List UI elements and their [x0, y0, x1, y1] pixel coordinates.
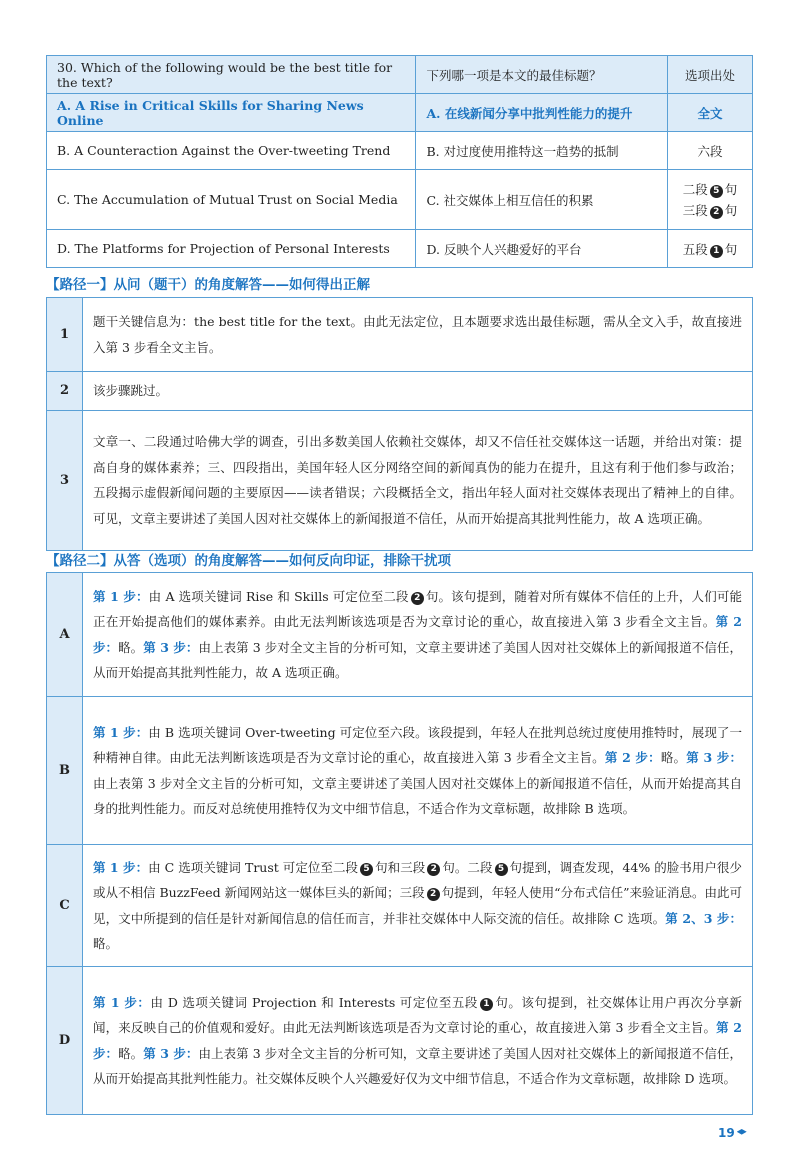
route1-table	[46, 297, 753, 551]
step-label: 第 1 步：	[93, 724, 149, 740]
route2-heading: 【路径二】从答（选项）的角度解答——如何反向印证，排除干扰项	[46, 553, 451, 569]
route2-row-b	[47, 697, 753, 845]
route1-row	[47, 372, 753, 411]
option-row-b	[47, 132, 753, 170]
analysis-segment: 由 A 选项关键词 Rise 和 Skills 可定位至二段	[148, 588, 409, 604]
route2-row-a	[47, 573, 753, 697]
step-text: 题干关键信息为：the best title for the text。由此无法定位，且本题要求选出最佳标题，需从全文入手，故直接进入第 3 步看全文主旨。	[83, 298, 753, 372]
route1-row	[47, 298, 753, 372]
step-text: 该步骤跳过。	[83, 372, 753, 411]
option-d-en: D. The Platforms for Projection of Personal Interests	[47, 230, 416, 268]
step-label: 第 2 步：	[93, 1020, 742, 1061]
option-c-source	[668, 170, 753, 230]
step-number: 3	[47, 410, 83, 550]
option-c-source-1: 二段	[682, 181, 708, 197]
option-a-en: A. A Rise in Critical Skills for Sharing News Online	[47, 94, 416, 132]
option-c-source-2: 三段	[682, 202, 708, 218]
option-row-c	[47, 170, 753, 230]
route2-row-d	[47, 967, 753, 1115]
sentence-mark: 2	[411, 592, 424, 605]
question-header-row	[47, 56, 753, 94]
question-table	[46, 55, 753, 268]
question-en: 30. Which of the following would be the best title for the text?	[47, 56, 416, 94]
step-label: 第 1 步：	[93, 859, 149, 875]
analysis-segment: 由 C 选项关键词 Trust 可定位至二段	[148, 859, 359, 875]
step-label: 第 2 步：	[93, 614, 742, 655]
page-number-text: 19	[718, 1126, 735, 1140]
analysis-segment: 句提到，调查发现，44% 的脸书用户很少或从不相信 BuzzFeed 新闻网站这一媒体巨头的新闻；三段	[93, 859, 742, 900]
option-letter: B	[47, 697, 83, 845]
page-number	[718, 1126, 747, 1140]
sentence-mark: 1	[710, 245, 723, 258]
step-label: 第 3 步：	[686, 750, 742, 765]
sentence-mark: 2	[427, 888, 440, 901]
step-label: 第 2、3 步：	[665, 910, 743, 926]
route1-row	[47, 410, 753, 550]
option-row-d	[47, 230, 753, 268]
sentence-suffix: 句	[724, 241, 738, 257]
analysis-text	[83, 845, 753, 967]
analysis-segment: 略。	[118, 639, 144, 655]
route2-row-c	[47, 845, 753, 967]
step-number: 2	[47, 372, 83, 411]
option-d-source	[668, 230, 753, 268]
analysis-segment: 略。	[93, 936, 119, 951]
question-cn: 下列哪一项是本文的最佳标题？	[416, 56, 668, 94]
analysis-segment: 由 D 选项关键词 Projection 和 Interests 可定位至五段	[150, 994, 478, 1010]
analysis-segment: 句和三段	[375, 859, 426, 875]
option-b-en: B. A Counteraction Against the Over-tweeting Trend	[47, 132, 416, 170]
route2-table	[46, 572, 753, 1115]
step-label: 第 1 步：	[93, 994, 151, 1010]
option-d-source-1: 五段	[682, 241, 708, 257]
option-letter: A	[47, 573, 83, 697]
option-a-source: 全文	[668, 94, 753, 132]
option-c-en: C. The Accumulation of Mutual Trust on Social Media	[47, 170, 416, 230]
analysis-segment: 句。该句提到，社交媒体让用户再次分享新闻，来反映自己的价值观和爱好。由此无法判断该选项是否为文章讨论的重心，故直接进入第 3 步看全文主旨。	[93, 994, 742, 1035]
sentence-suffix: 句	[724, 181, 738, 197]
option-row-a	[47, 94, 753, 132]
analysis-segment: 句提到，年轻人使用“分布式信任”来验证消息。由此可见，文中所提到的信任是针对新闻信息的信任而言，并非社交媒体中人际交流的信任。故排除 C 选项。	[93, 885, 742, 926]
sentence-suffix: 句	[724, 202, 738, 218]
source-header: 选项出处	[668, 56, 753, 94]
sentence-mark: 5	[360, 863, 373, 876]
step-label: 第 1 步：	[93, 588, 149, 604]
analysis-segment: 由 B 选项关键词 Over-tweeting 可定位至六段。该段提到，年轻人在批判总统过度使用推特时，展现了一种精神自律。由此无法判断该选项是否为文章讨论的重心，故直接进入第 3 步看全文主旨。	[93, 724, 743, 765]
analysis-segment: 略。	[118, 1045, 144, 1061]
step-label: 第 3 步：	[143, 1045, 199, 1061]
analysis-text	[83, 967, 753, 1115]
option-b-cn: B. 对过度使用推特这一趋势的抵制	[416, 132, 668, 170]
option-b-source: 六段	[668, 132, 753, 170]
analysis-text	[83, 573, 753, 697]
route1-heading: 【路径一】从问（题干）的角度解答——如何得出正解	[46, 277, 370, 293]
analysis-segment: 由上表第 3 步对全文主旨的分析可知，文章主要讲述了美国人因对社交媒体上的新闻报道不信任，从而开始提高其批判性能力，故 A 选项正确。	[93, 639, 742, 680]
analysis-segment: 由上表第 3 步对全文主旨的分析可知，文章主要讲述了美国人因对社交媒体上的新闻报道不信任，从而开始提高其批判性能力。社交媒体反映个人兴趣爱好仅为文中细节信息，不适合作为文章标题，故排除 D 选项。	[93, 1045, 742, 1086]
analysis-segment: 句。该句提到，随着对所有媒体不信任的上升，人们可能正在开始提高他们的媒体素养。由此无法判断该选项是否为文章讨论的重心，故直接进入第 3 步看全文主旨。	[93, 588, 742, 629]
step-label: 第 3 步：	[143, 639, 199, 655]
graduation-cap-icon	[737, 1129, 747, 1136]
step-number: 1	[47, 298, 83, 372]
option-d-cn: D. 反映个人兴趣爱好的平台	[416, 230, 668, 268]
option-c-cn: C. 社交媒体上相互信任的积累	[416, 170, 668, 230]
analysis-text	[83, 697, 753, 845]
analysis-segment: 略。	[660, 750, 687, 765]
sentence-mark: 1	[480, 998, 493, 1011]
option-letter: C	[47, 845, 83, 967]
analysis-segment: 句。二段	[442, 859, 493, 875]
option-letter: D	[47, 967, 83, 1115]
analysis-segment: 由上表第 3 步对全文主旨的分析可知，文章主要讲述了美国人因对社交媒体上的新闻报道不信任，从而开始提高其自身的批判性能力。而反对总统使用推特仅为文中细节信息，不适合作为文章标题，故排除 B 选项。	[93, 775, 742, 816]
step-text: 文章一、二段通过哈佛大学的调查，引出多数美国人依赖社交媒体，却又不信任社交媒体这一话题，并给出对策：提高自身的媒体素养；三、四段指出，美国年轻人区分网络空间的新闻真伪的能力在提升，且这有利于他们参与政治；五段揭示虚假新闻问题的主要原因——读者错误；六段概括全文，指出年轻人面对社交媒体表现出了精神上的自律。可见，文章主要讲述了美国人因对社交媒体上的新闻报道不信任，从而开始提高其批判性能力，故 A 选项正确。	[83, 410, 753, 550]
option-a-cn: A. 在线新闻分享中批判性能力的提升	[416, 94, 668, 132]
sentence-mark: 5	[710, 185, 723, 198]
sentence-mark: 2	[710, 206, 723, 219]
step-label: 第 2 步：	[604, 750, 661, 765]
sentence-mark: 5	[495, 863, 508, 876]
sentence-mark: 2	[427, 863, 440, 876]
